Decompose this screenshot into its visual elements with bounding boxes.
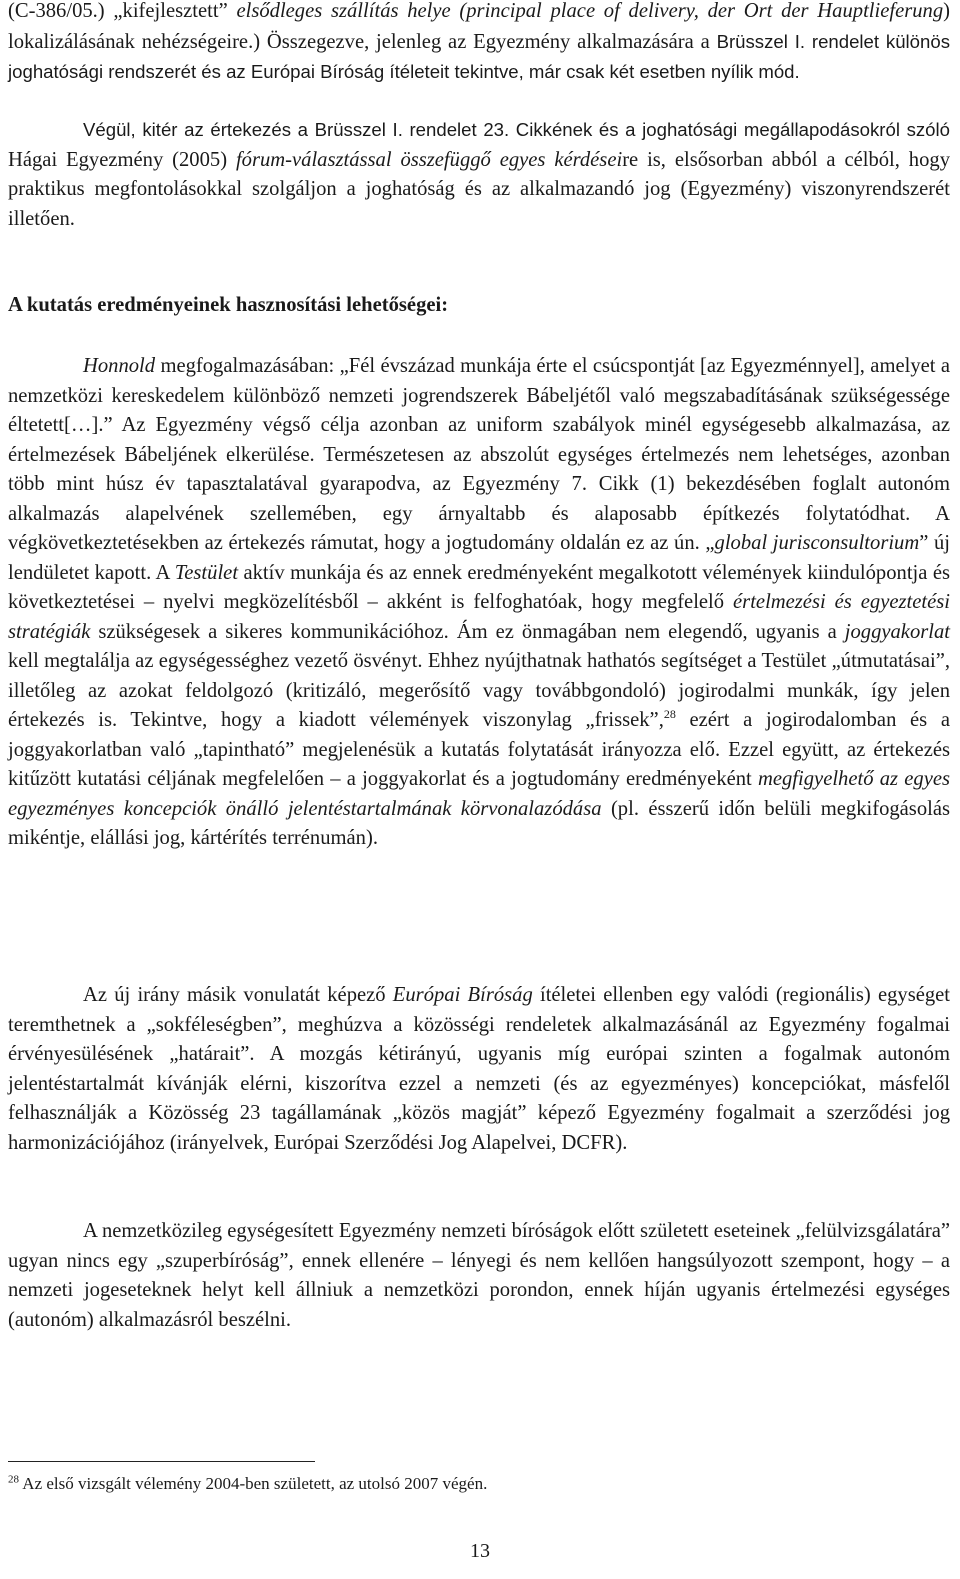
footnote-separator: [8, 1461, 315, 1462]
results-text-c: global jurisconsultorium: [714, 532, 920, 554]
results-text-i: joggyakorlat: [844, 620, 950, 643]
results-text-l: megfigyelhető az egyes egyezményes koncepciók önálló jelentéstartalmának körvonalazódása: [8, 768, 950, 820]
results-text-j: kell megtalálja az egységességhez vezető ösvényt. Ehhez nyújthatnak hathatós segítséget a Testület „útmutatásai”, illetőleg az azokat feldolgozó (kritizáló, megerősítő vagy továbbgondoló) jogirodalmi munkák, így jelen értekezés is. Tekintve, hogy a kiadott vélemények viszonylag „frissek”,: [8, 650, 950, 731]
intro-text-2: elsődleges szállítás helye (principal place of delivery, der Ort der Hauptlieferung: [236, 0, 944, 22]
intro-text-3: ) lokalizálásának nehézségeire.) Összegezve, jelenleg az Egyezmény alkalmazására a: [8, 0, 950, 53]
page-number: 13: [470, 1540, 490, 1562]
results-text-a: Honnold: [83, 355, 156, 377]
results-paragraph: [8, 352, 950, 854]
results-text-g: értelmezési és egyeztetési stratégiák: [8, 591, 950, 643]
results-text-b: megfogalmazásában: „Fél évszázad munkája érte el csúcspontját [az Egyezménnyel], amelyet a nemzetközi kereskedelem különböző nemzeti jogrendszerek Bábeljétől való megszabadításának szükségessége éltetett[…].” Az Egyezmény végső célja azonban az uniform szabályok minél egységesebb alkalmazása, az értelmezések Bábeljének elkerülése. Természetesen az abszolút egységes értelmezés nem lehetséges, azonban több mint húsz év tapasztalatával gyarapodva, az Egyezmény 7. Cikk (1) bekezdésében foglalt autonóm alkalmazás alapelvének szellemében, egy árnyaltabb és alaposabb építkezés folytatódhat. A végkövetkeztetésekben az értekezés rámutat, hogy a jogtudomány oldalán ez az ún. „: [8, 355, 950, 554]
conclusion-text-2: Hágai Egyezmény (2005): [8, 148, 228, 171]
intro-text-4: Brüsszel I. rendelet különös joghatósági rendszerét és az Európai Bíróság ítéleteit tekintve, már csak két esetben nyílik mód.: [8, 30, 950, 82]
conclusion-text-3: fórum-választással összefüggő egyes kérdései: [235, 148, 623, 171]
conclusion-text-1: Végül, kitér az értekezés a Brüsszel I. rendelet 23. Cikkének és a joghatósági megállapodásokról szóló: [83, 119, 950, 140]
intro-text-1: (C-386/05.) „kifejlesztett”: [8, 0, 228, 22]
results-text-e: Testület: [174, 561, 239, 584]
conclusion-text-4: re is, elsősorban abból a célból, hogy praktikus megfontolásokkal szolgáljon a joghatóság és az alkalmazandó jog (Egyezmény) viszonyrendszerét illetően.: [8, 148, 950, 230]
footnote-reference[interactable]: 28: [663, 707, 676, 722]
footnote-text: Az első vizsgált vélemény 2004-ben született, az utolsó 2007 végén.: [19, 1474, 488, 1493]
conclusion-paragraph: [8, 115, 950, 234]
court-text-c: ítéletei ellenben egy valódi (regionális) egységet teremthetnek a „sokféleségben”, meghúzva a közösségi rendeletek alkalmazásánál az Egyezmény fogalmai érvényesülésének „határait”. A mozgás kétirányú, ugyanis míg európai szinten a fogalmak autonóm jelentéstartalmát kívánják elérni, kiszorítva ezzel a nemzeti (és az egyezményes) koncepciókat, másfelől felhasználják a Közösség 23 tagállamának „közös magját” képező Egyezmény fogalmait a szerződési jog harmonizációjához (irányelvek, Európai Szerződési Jog Alapelvei, DCFR).: [8, 984, 951, 1154]
footnote: [8, 1473, 487, 1495]
results-text-d: ” új lendületet kapott. A: [8, 532, 950, 584]
national-courts-paragraph: A nemzetközileg egységesített Egyezmény nemzeti bíróságok előtt született eseteinek „felülvizsgálatára” ugyan nincs egy „szuperbíróság”, ennek ellenére – lényegi és nem kellően hangsúlyozott szempont, hogy – a nemzeti jogeseteknek helyt kell állniuk a nemzetközi porondon, ennek híján ugyanis értelmezési egységes (autonóm) alkalmazásról beszélni.: [8, 1220, 950, 1331]
court-text-a: Az új irány másik vonulatát képező: [83, 984, 393, 1006]
footnote-number: 28: [8, 1473, 19, 1486]
section-heading: A kutatás eredményeinek hasznosítási lehetőségei:: [8, 294, 449, 316]
court-text-b: Európai Bíróság: [392, 984, 533, 1006]
results-text-h: szükségesek a sikeres kommunikációhoz. Ám ez önmagában nem elegendő, ugyanis a: [90, 620, 845, 643]
european-court-paragraph: [8, 981, 950, 1158]
intro-paragraph: [8, 0, 950, 88]
results-text-k: ezért a jogirodalomban és a joggyakorlatban való „tapintható” megjelenésük a kutatás folytatását irányozza elő. Ezzel együtt, az értekezés kitűzött kutatási céljának megfelelően – a joggyakorlat és a jogtudomány eredményeként: [8, 709, 950, 790]
results-text-f: aktív munkája és az ennek eredményeként megalkotott vélemények kiindulópontja és következtetései – nyelvi megközelítésből – akként is felfoghatóak, hogy megfelelő: [8, 561, 950, 613]
results-text-m: (pl. ésszerű időn belüli megkifogásolás mikéntje, elállási jog, kártérítés terrénumán).: [8, 797, 950, 849]
